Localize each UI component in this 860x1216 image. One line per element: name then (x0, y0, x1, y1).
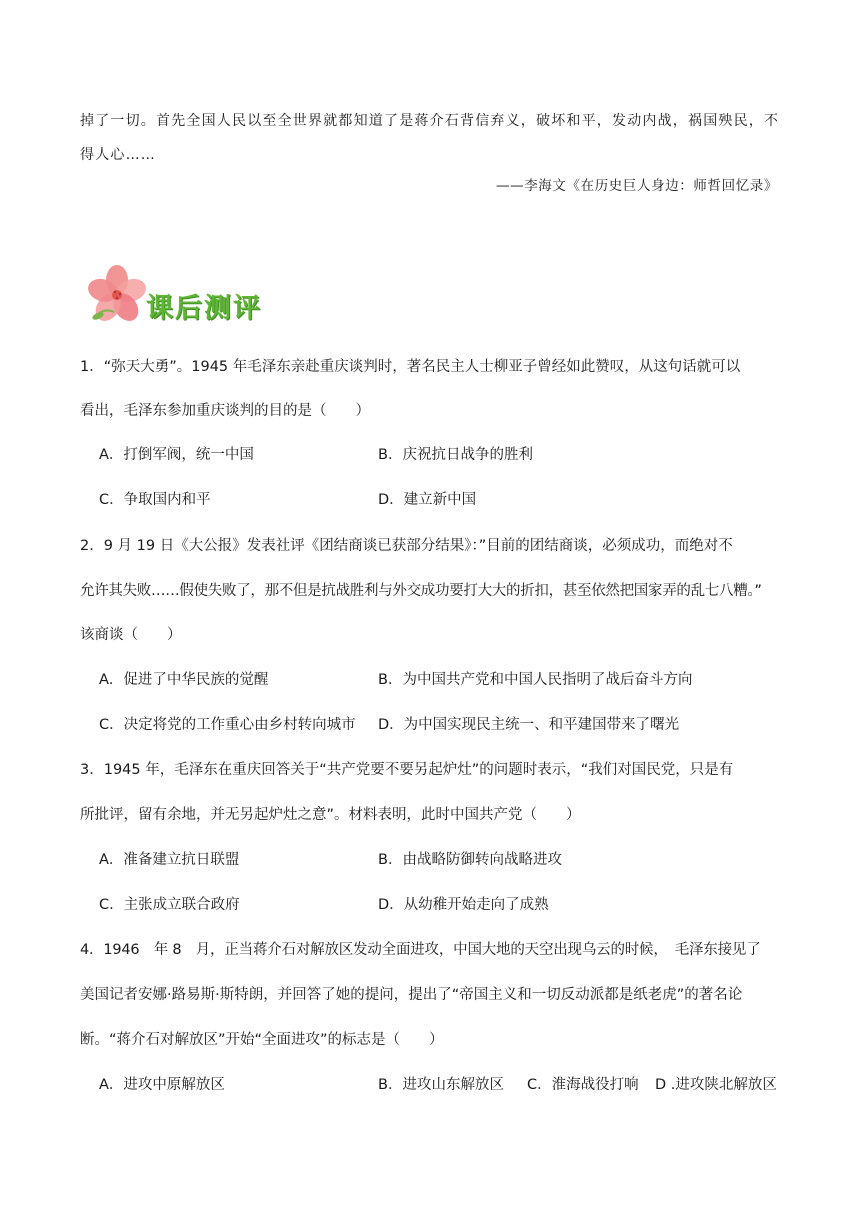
option-a: A．进攻中原解放区 (99, 1077, 225, 1093)
option-b: B．进攻山东解放区 (378, 1077, 504, 1093)
section-title: 课后测评 (146, 293, 262, 324)
flower-icon (84, 262, 150, 328)
option-c: C．主张成立联合政府 (99, 897, 240, 913)
option-a: A．准备建立抗日联盟 (99, 852, 240, 868)
question-text-line: 美国记者安娜·路易斯·斯特朗，并回答了她的提问，提出了“帝国主义和一切反动派都是纸老虎”的著名论 (80, 987, 743, 1003)
question-text-line: 允许其失败……假使失败了，那不但是抗战胜利与外交成功要打大大的折扣，甚至依然把国家弄的乱七八糟。” (80, 583, 762, 599)
option-d: D．为中国实现民主统一、和平建国带来了曙光 (378, 717, 680, 733)
question-text-line: 所批评，留有余地，并无另起炉灶之意”。材料表明，此时中国共产党（ ） (80, 807, 581, 823)
option-d: D．从幼稚开始走向了成熟 (378, 897, 549, 913)
option-c: C．争取国内和平 (99, 492, 211, 508)
option-a: A．打倒军阀，统一中国 (99, 447, 254, 463)
option-a: A．促进了中华民族的觉醒 (99, 672, 269, 688)
section-header (84, 262, 344, 328)
quote-excerpt (80, 104, 784, 172)
quote-line-1: 掉了一切。首先全国人民以至全世界就都知道了是蒋介石背信弃义，破坏和平，发动内战，祸国殃民，不 (80, 113, 780, 129)
option-c: C．决定将党的工作重心由乡村转向城市 (99, 717, 356, 733)
option-b: B．由战略防御转向战略进攻 (378, 852, 562, 868)
question-text-line: 1．“弥天大勇”。1945 年毛泽东亲赴重庆谈判时，著名民主人士柳亚子曾经如此赞叹，从这句话就可以 (80, 359, 741, 375)
question-text-line: 看出，毛泽东参加重庆谈判的目的是（ ） (80, 403, 370, 419)
option-c: C．淮海战役打响 (527, 1077, 639, 1093)
quote-line-2: 得人心…… (80, 147, 156, 163)
question-text-line: 4．1946 年 8 月，正当蒋介石对解放区发动全面进攻，中国大地的天空出现乌云的时候， 毛泽东接见了 (80, 942, 761, 958)
question-text-line: 3．1945 年，毛泽东在重庆回答关于“共产党要不要另起炉灶”的问题时表示，“我们对国民党，只是有 (80, 762, 734, 778)
option-d: D．建立新中国 (378, 492, 477, 508)
option-d: D .进攻陕北解放区 (655, 1077, 777, 1093)
question-text-line: 2．9 月 19 日《大公报》发表社评《团结商谈已获部分结果》：”目前的团结商谈，必须成功，而绝对不 (80, 538, 733, 554)
question-text-line: 该商谈（ ） (80, 627, 182, 643)
option-b: B．为中国共产党和中国人民指明了战后奋斗方向 (378, 672, 693, 688)
option-b: B．庆祝抗日战争的胜利 (378, 447, 533, 463)
quote-source: ——李海文《在历史巨人身边：师哲回忆录》 (496, 178, 778, 194)
question-text-line: 断。“蒋介石对解放区”开始“全面进攻”的标志是（ ） (80, 1032, 444, 1048)
